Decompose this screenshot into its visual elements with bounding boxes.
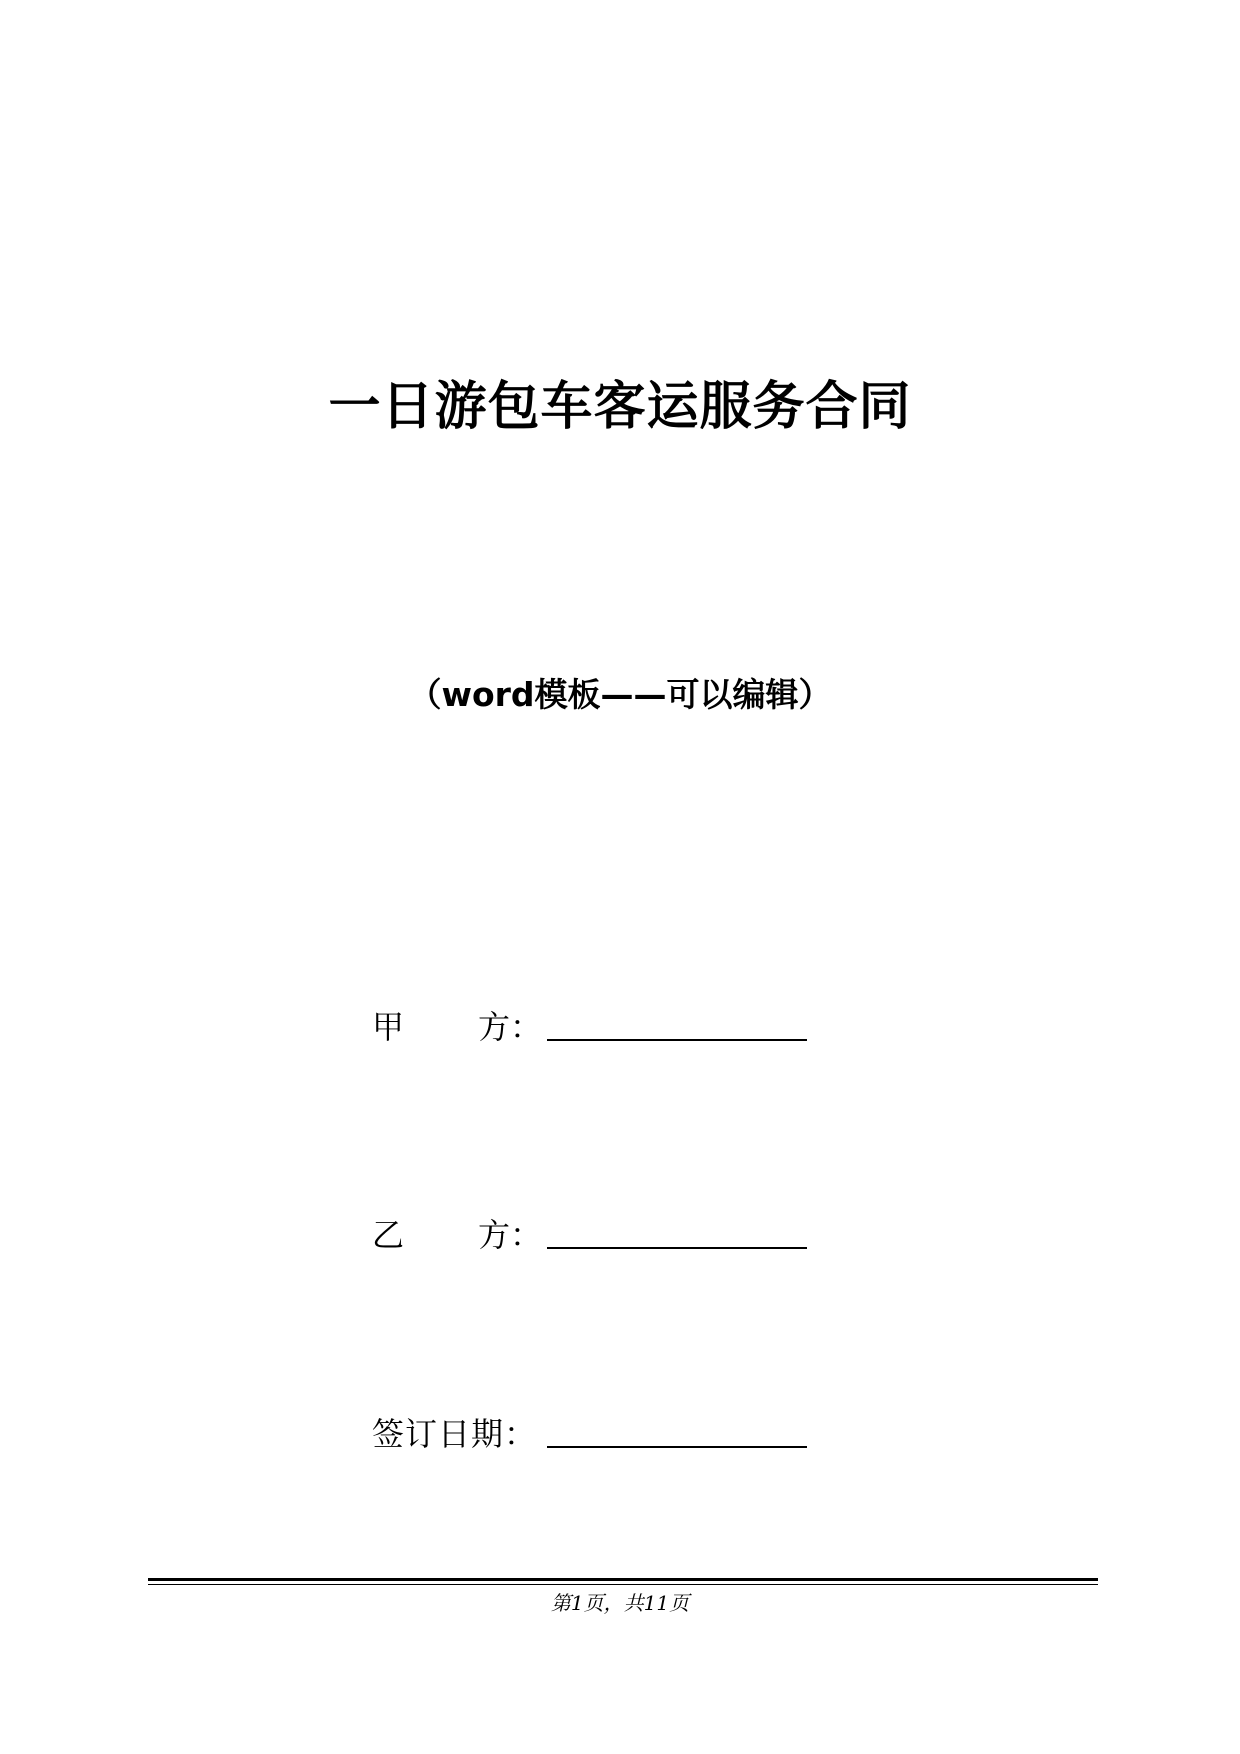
party-b-blank-line[interactable] [547,1247,807,1249]
party-a-label-char2: 方： [477,1008,542,1046]
party-b-field [372,1213,812,1263]
party-a-blank-line[interactable] [547,1039,807,1041]
party-a-label-char1: 甲 [372,1008,405,1046]
footer-divider [148,1578,1098,1586]
sign-date-field [372,1412,812,1462]
footer-divider-thin [148,1584,1098,1585]
document-title: 一日游包车客运服务合同 [328,377,912,437]
party-b-label-char1: 乙 [372,1216,405,1254]
party-a-label [372,1007,542,1047]
sign-date-label: 签订日期： [372,1415,538,1453]
footer-divider-thick [148,1578,1098,1581]
document-subtitle: （word模板——可以编辑） [408,675,832,714]
party-b-label [372,1215,542,1255]
sign-date-blank-line[interactable] [547,1446,807,1448]
party-a-field [372,1005,812,1055]
page-number: 第1页，共11页 [550,1591,690,1615]
party-b-label-char2: 方： [477,1216,542,1254]
